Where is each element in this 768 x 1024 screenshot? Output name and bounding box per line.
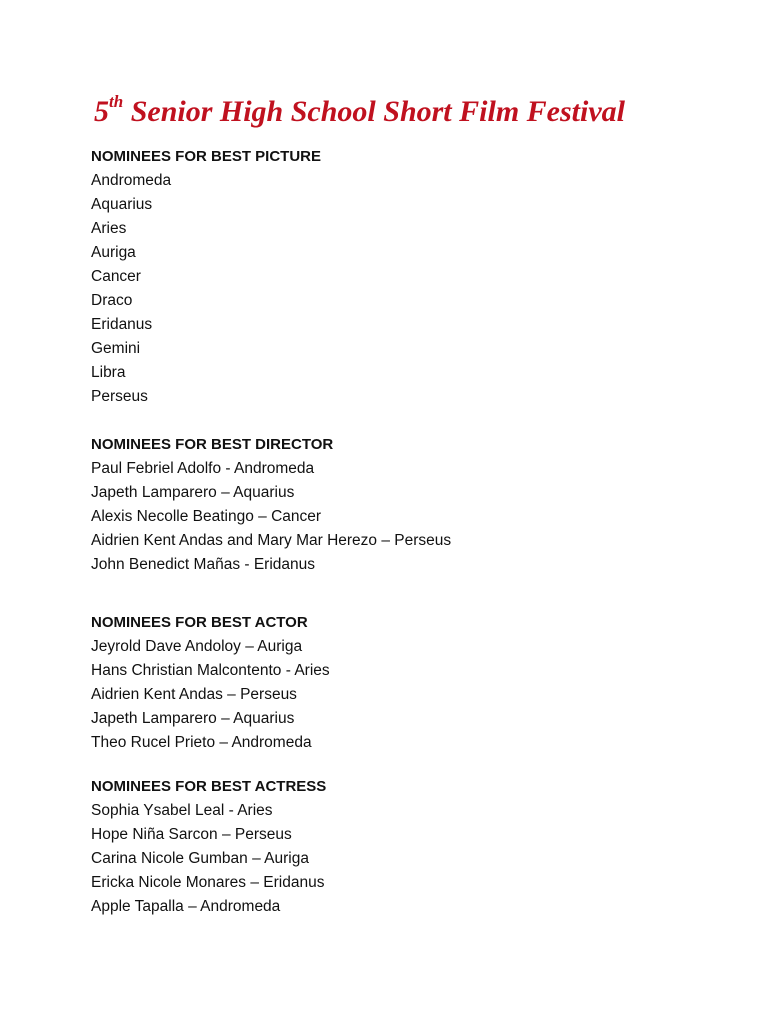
title-text: Senior High School Short Film Festival — [123, 95, 625, 128]
title-ordinal-suffix: th — [109, 92, 124, 111]
section-heading: NOMINEES FOR BEST ACTRESS — [91, 778, 327, 795]
title-ordinal: 5 — [94, 95, 109, 128]
nominee-entry: Japeth Lamparero – Aquarius — [91, 710, 295, 727]
nominee-entry: Apple Tapalla – Andromeda — [91, 898, 281, 915]
nominee-entry: John Benedict Mañas - Eridanus — [91, 556, 316, 573]
nominee-entry: Aidrien Kent Andas – Perseus — [91, 686, 297, 703]
section-heading: NOMINEES FOR BEST ACTOR — [91, 614, 308, 631]
nominee-entry: Japeth Lamparero – Aquarius — [91, 484, 295, 501]
nominee-list — [91, 635, 731, 755]
section-best-actress — [91, 775, 731, 919]
nominee-list — [91, 169, 731, 409]
nominee-entry: Eridanus — [91, 316, 153, 333]
nominee-entry: Andromeda — [91, 172, 172, 189]
nominee-entry: Theo Rucel Prieto – Andromeda — [91, 734, 312, 751]
nominee-entry: Hans Christian Malcontento - Aries — [91, 662, 330, 679]
section-heading: NOMINEES FOR BEST PICTURE — [91, 148, 322, 165]
nominee-entry: Jeyrold Dave Andoloy – Auriga — [91, 638, 303, 655]
nominee-list — [91, 799, 731, 919]
section-best-director — [91, 433, 731, 577]
nominee-entry: Draco — [91, 292, 133, 309]
nominee-entry: Perseus — [91, 388, 148, 405]
nominee-entry: Cancer — [91, 268, 141, 285]
nominee-entry: Aries — [91, 220, 127, 237]
nominee-entry: Carina Nicole Gumban – Auriga — [91, 850, 309, 867]
section-best-actor — [91, 611, 731, 755]
nominee-entry: Hope Niña Sarcon – Perseus — [91, 826, 292, 843]
section-best-picture — [91, 145, 731, 409]
nominee-entry: Aquarius — [91, 196, 153, 213]
nominee-entry: Sophia Ysabel Leal - Aries — [91, 802, 273, 819]
page-title — [94, 92, 625, 132]
nominee-entry: Libra — [91, 364, 126, 381]
nominee-entry: Paul Febriel Adolfo - Andromeda — [91, 460, 315, 477]
nominee-list — [91, 457, 731, 577]
nominee-entry: Ericka Nicole Monares – Eridanus — [91, 874, 325, 891]
section-spacer — [91, 755, 731, 775]
nominees-content — [91, 145, 731, 919]
nominee-entry: Gemini — [91, 340, 141, 357]
section-spacer — [91, 577, 731, 611]
nominee-entry: Auriga — [91, 244, 136, 261]
section-spacer — [91, 409, 731, 433]
section-heading: NOMINEES FOR BEST DIRECTOR — [91, 436, 334, 453]
nominee-entry: Aidrien Kent Andas and Mary Mar Herezo – Perseus — [91, 532, 452, 549]
nominee-entry: Alexis Necolle Beatingo – Cancer — [91, 508, 322, 525]
